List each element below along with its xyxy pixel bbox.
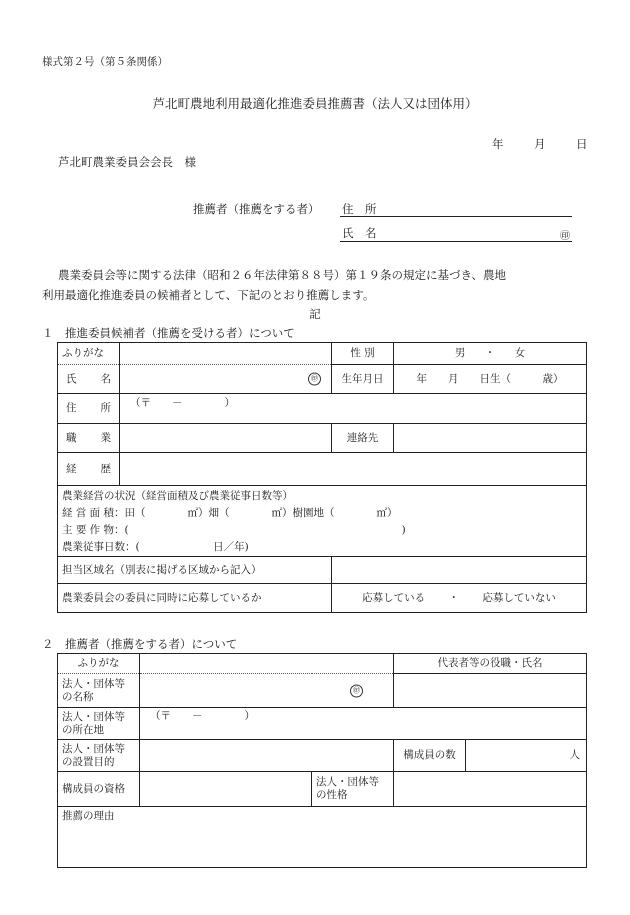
career-label-a: 経 [66,462,77,475]
concurrent-row [58,584,587,613]
candidate-career-row [58,453,587,486]
furigana-label: ふりがな [58,343,120,365]
recommender-table [57,653,587,868]
address-label [58,394,120,424]
candidate-name-row [58,365,587,394]
candidate-table [57,342,587,613]
work-days-line: 農業従事日数：( 日／年) [62,541,249,553]
area-input[interactable] [332,557,587,584]
corp-purpose-label-2: の設置目的 [62,755,115,768]
corp-nature-input[interactable] [394,772,587,807]
job-label [58,424,120,453]
farm-area-line: 経 営 面 積：田（ ㎡）畑（ ㎡）樹園地（ ㎡） [62,507,398,519]
recommender-furigana-label: ふりがな [58,654,140,674]
body-text-line1: 農業委員会等に関する法律（昭和２６年法律第８８号）第１９条の規定に基づき、農地 [58,268,507,282]
corp-name-input[interactable] [140,674,394,708]
reason-label: 推薦の理由 [62,810,115,822]
name-label-b: 名 [100,372,111,385]
corp-postal-field: （〒 － ） [150,710,255,722]
sex-separator: ・ [484,347,496,359]
section2-heading: ２ 推薦者（推薦をする者）について [42,637,238,651]
applying-option[interactable]: 応募している [362,591,426,604]
farm-status-field[interactable] [58,486,587,557]
qualification-row [58,772,587,807]
ki-label: 記 [309,307,321,321]
address-label-b: 所 [100,402,111,414]
sex-male-option[interactable]: 男 [454,347,466,359]
address-label-a: 住 [66,402,77,414]
date-day: 日 [576,137,588,151]
corp-name-label-1: 法人・団体等 [62,677,125,690]
name-label [58,365,120,394]
members-unit: 人 [569,749,580,761]
concurrent-label: 農業委員会の委員に同時に応募しているか [58,584,332,613]
section1-heading: １ 推進委員候補者（推薦を受ける者）について [42,326,295,340]
page-title: 芦北町農地利用最適化推進委員推薦書（法人又は団体用） [152,96,478,111]
corp-name-label [58,674,140,708]
concurrent-field[interactable] [332,584,587,613]
reason-field[interactable] [58,807,587,868]
corp-location-label [58,708,140,740]
name-label-a: 氏 [66,372,77,385]
qualification-input[interactable] [140,772,312,807]
corp-name-row [58,674,587,708]
name-input[interactable] [120,365,332,394]
corp-nature-label [312,772,394,807]
recommender-furigana-input[interactable] [140,654,394,674]
contact-label: 連絡先 [332,424,394,453]
recommender-label: 推薦者（推薦をする者） [193,202,320,216]
area-label: 担当区域名（別表に掲げる区域から記入） [58,557,332,584]
reason-row [58,807,587,868]
farm-status-title: 農業経営の状況（経営面積及び農業従事日数等） [62,490,293,502]
corp-seal-icon: ㊞ [350,684,363,697]
rep-input[interactable] [394,674,587,708]
career-label [58,453,120,486]
form-number: 様式第２号（第５条関係） [42,56,168,68]
contact-input[interactable] [394,424,587,453]
birth-label: 生年月日 [332,365,394,394]
job-label-a: 職 [66,431,77,444]
address-underline[interactable] [340,216,572,217]
candidate-address-row [58,394,587,424]
qualification-label: 構成員の資格 [58,772,140,807]
career-label-b: 歴 [100,462,111,475]
career-input[interactable] [120,453,587,486]
job-label-b: 業 [100,431,111,444]
sex-field[interactable] [394,343,587,365]
birth-input[interactable]: 年 月 日生（ 歳） [394,365,587,394]
body-text-line2: 利用最適化推進委員の候補者として、下記のとおり推薦します。 [42,288,375,302]
corp-purpose-label-1: 法人・団体等 [62,742,125,755]
date-year: 年 [492,137,504,151]
recommender-furigana-row [58,654,587,674]
furigana-input[interactable] [120,343,332,365]
postal-code-field: （〒 － ） [130,397,235,409]
concurrent-separator: ・ [448,591,459,604]
corp-location-row [58,708,587,740]
job-input[interactable] [120,424,332,453]
candidate-job-row [58,424,587,453]
sex-label: 性 別 [332,343,394,365]
corp-nature-label-2: の性格 [316,789,348,801]
corp-location-input[interactable] [140,708,587,740]
members-input[interactable] [466,740,587,772]
corp-purpose-label [58,740,140,772]
farm-status-row [58,486,587,557]
area-row [58,557,587,584]
main-crops-line: 主 要 作 物：( ) [62,524,406,536]
name-underline[interactable] [340,241,572,242]
rep-label: 代表者等の役職・氏名 [394,654,587,674]
corp-location-label-2: の所在地 [62,723,104,736]
seal-icon: ㊞ [308,373,321,386]
recommender-name-label: 氏 名 [342,226,377,240]
seal-mark-icon: ㊞ [560,231,570,242]
corp-name-label-2: の名称 [62,690,94,703]
not-applying-option[interactable]: 応募していない [482,591,556,604]
addressee: 芦北町農業委員会会長 様 [58,155,196,169]
address-input[interactable] [120,394,587,424]
date-month: 月 [534,137,546,151]
corp-purpose-row [58,740,587,772]
recommender-address-label: 住 所 [342,202,377,216]
corp-purpose-input[interactable] [140,740,394,772]
members-label: 構成員の数 [394,740,466,772]
corp-location-label-1: 法人・団体等 [62,710,125,723]
candidate-furigana-row [58,343,587,365]
sex-female-option[interactable]: 女 [514,347,526,359]
corp-nature-label-1: 法人・団体等 [316,776,379,788]
